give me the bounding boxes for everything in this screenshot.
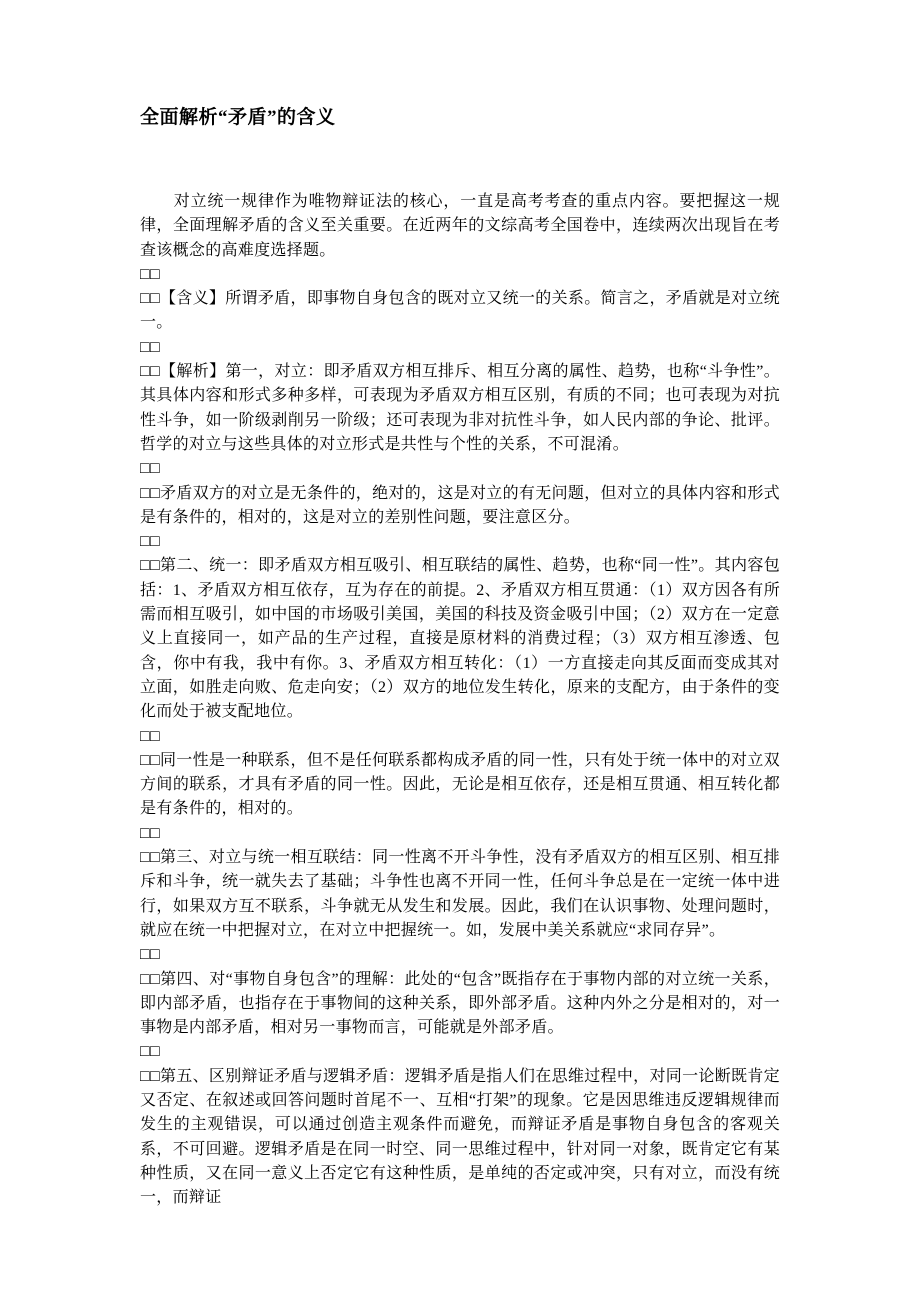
document-body	[140, 190, 780, 1210]
paragraph: □□	[140, 946, 160, 964]
paragraph: □□第四、对“事物自身包含”的理解：此处的“包含”既指存在于事物内部的对立统一关系，即内部矛盾，也指存在于事物间的这种关系，即外部矛盾。这种内外之分是相对的，对一事物是内部矛盾，相对另一事物而言，可能就是外部矛盾。	[140, 970, 780, 1037]
paragraph: □□【含义】所谓矛盾，即事物自身包含的既对立又统一的关系。简言之，矛盾就是对立统一。	[140, 290, 780, 332]
paragraph: □□【解析】第一，对立：即矛盾双方相互排斥、相互分离的属性、趋势，也称“斗争性”。其具体内容和形式多种多样，可表现为矛盾双方相互区别，有质的不同；也可表现为对抗性斗争，如一阶级剥削另一阶级；还可表现为非对抗性斗争，如人民内部的争论、批评。哲学的对立与这些具体的对立形式是共性与个性的关系，不可混淆。	[140, 363, 780, 453]
paragraph: □□矛盾双方的对立是无条件的，绝对的，这是对立的有无问题，但对立的具体内容和形式是有条件的，相对的，这是对立的差别性问题，要注意区分。	[140, 484, 780, 526]
paragraph: □□	[140, 727, 160, 745]
paragraph: □□	[140, 265, 160, 283]
paragraph: □□	[140, 338, 160, 356]
paragraph: □□同一性是一种联系，但不是任何联系都构成矛盾的同一性，只有处于统一体中的对立双方间的联系，才具有矛盾的同一性。因此，无论是相互依存，还是相互贯通、相互转化都是有条件的，相对的。	[140, 751, 780, 818]
paragraph: □□第二、统一：即矛盾双方相互吸引、相互联结的属性、趋势，也称“同一性”。其内容包括：1、矛盾双方相互依存，互为存在的前提。2、矛盾双方相互贯通：（1）双方因各有所需而相互吸引，如中国的市场吸引美国，美国的科技及资金吸引中国；（2）双方在一定意义上直接同一，如产品的生产过程，直接是原材料的消费过程；（3）双方相互渗透、包含，你中有我，我中有你。3、矛盾双方相互转化：（1）一方直接走向其反面而变成其对立面，如胜走向败、危走向安；（2）双方的地位发生转化，原来的支配方，由于条件的变化而处于被支配地位。	[140, 557, 780, 721]
document-title: 全面解析“矛盾”的含义	[140, 107, 336, 128]
paragraph: □□	[140, 533, 160, 551]
paragraph: □□第三、对立与统一相互联结：同一性离不开斗争性，没有矛盾双方的相互区别、相互排斥和斗争，统一就失去了基础；斗争性也离不开同一性，任何斗争总是在一定统一体中进行，如果双方互不联系，斗争就无从发生和发展。因此，我们在认识事物、处理问题时，就应在统一中把握对立，在对立中把握统一。如，发展中美关系就应“求同存异”。	[140, 849, 780, 939]
paragraph: 对立统一规律作为唯物辩证法的核心，一直是高考考查的重点内容。要把握这一规律，全面理解矛盾的含义至关重要。在近两年的文综高考全国卷中，连续两次出现旨在考查该概念的高难度选择题。	[140, 193, 780, 259]
paragraph: □□	[140, 824, 160, 842]
paragraph: □□	[140, 1043, 160, 1061]
paragraph: □□	[140, 460, 160, 478]
paragraph: □□第五、区别辩证矛盾与逻辑矛盾：逻辑矛盾是指人们在思维过程中，对同一论断既肯定又否定、在叙述或回答问题时首尾不一、互相“打架”的现象。它是因思维违反逻辑规律而发生的主观错误，可以通过创造主观条件而避免，而辩证矛盾是事物自身包含的客观关系，不可回避。逻辑矛盾是在同一时空、同一思维过程中，针对同一对象，既肯定它有某种性质，又在同一意义上否定它有这种性质，是单纯的否定或冲突，只有对立，而没有统一，而辩证	[140, 1067, 780, 1207]
